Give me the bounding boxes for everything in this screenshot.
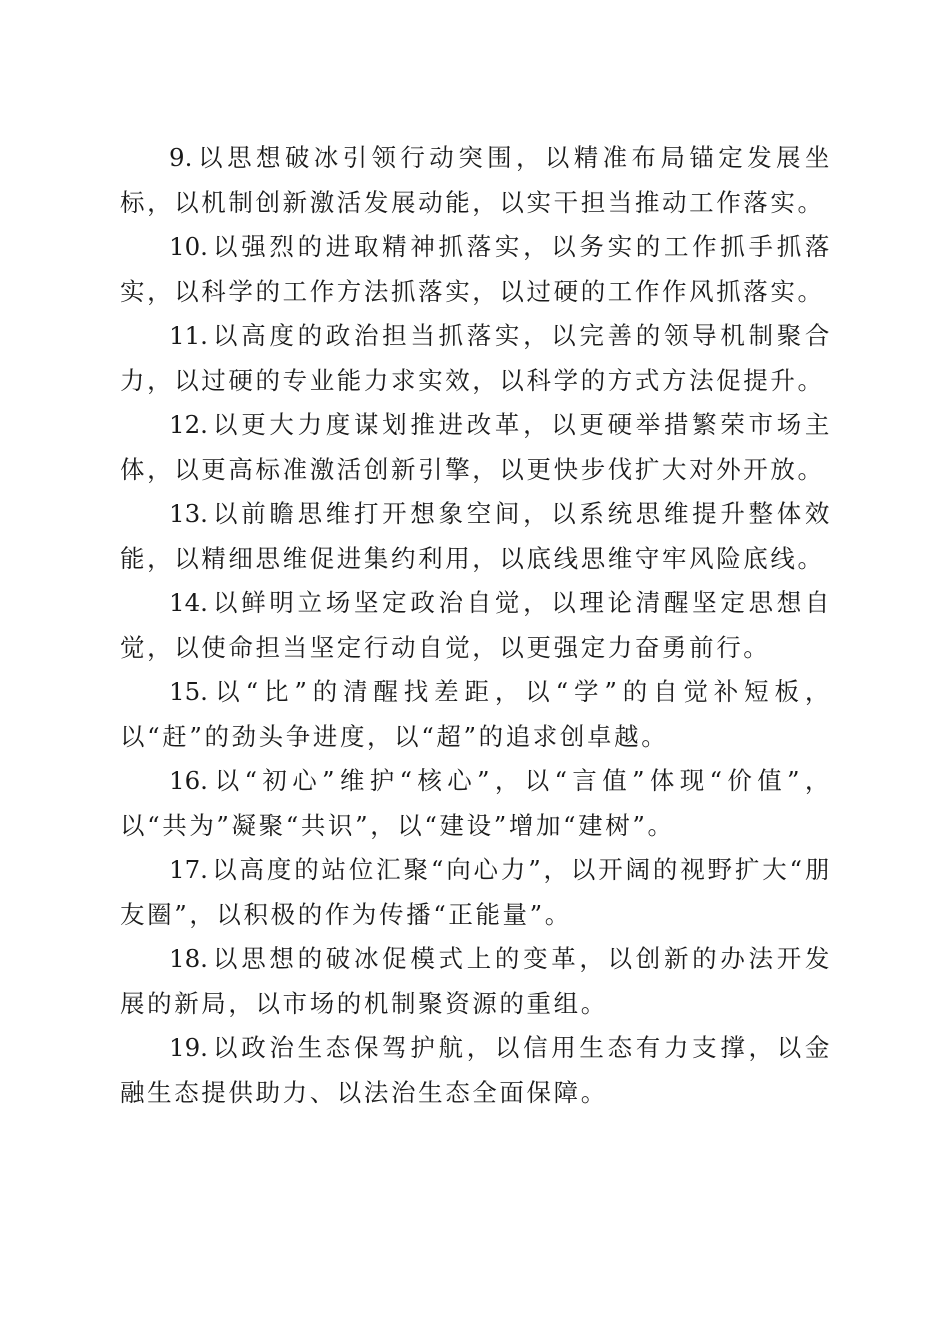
paragraph-12 [120,403,832,492]
paragraph-number: 9. [169,143,193,172]
paragraph-number: 18. [169,944,208,973]
paragraph-19 [120,1026,832,1115]
paragraph-number: 19. [169,1033,208,1062]
paragraph-9 [120,136,832,225]
paragraph-13 [120,492,832,581]
paragraph-number: 12. [169,410,208,439]
paragraph-number: 11. [169,321,208,350]
paragraph-number: 17. [169,855,208,884]
paragraph-text: 以政治生态保驾护航，以信用生态有力支撑，以金融生态提供助力、以法治生态全面保障。 [120,1033,832,1107]
paragraph-18 [120,937,832,1026]
paragraph-text: 以强烈的进取精神抓落实，以务实的工作抓手抓落实，以科学的工作方法抓落实，以过硬的工作作风抓落实。 [120,232,832,306]
paragraph-text: 以更大力度谋划推进改革，以更硬举措繁荣市场主体，以更高标准激活创新引擎，以更快步伐扩大对外开放。 [120,410,832,484]
document-body [120,136,832,1115]
paragraph-text: 以鲜明立场坚定政治自觉，以理论清醒坚定思想自觉，以使命担当坚定行动自觉，以更强定力奋勇前行。 [120,588,832,662]
paragraph-14 [120,581,832,670]
paragraph-number: 10. [169,232,208,261]
paragraph-10 [120,225,832,314]
paragraph-number: 16. [169,766,208,795]
paragraph-16 [120,759,832,848]
paragraph-number: 15. [169,677,208,706]
paragraph-15 [120,670,832,759]
paragraph-17 [120,848,832,937]
paragraph-text: 以高度的站位汇聚“向心力”，以开阔的视野扩大“朋友圈”，以积极的作为传播“正能量”。 [120,855,832,929]
paragraph-number: 13. [169,499,208,528]
paragraph-text: 以“比”的清醒找差距，以“学”的自觉补短板，以“赶”的劲头争进度，以“超”的追求创卓越。 [120,677,832,751]
paragraph-text: 以“初心”维护“核心”，以“言值”体现“价值”，以“共为”凝聚“共识”，以“建设”增加“建树”。 [120,766,832,840]
paragraph-11 [120,314,832,403]
paragraph-text: 以前瞻思维打开想象空间，以系统思维提升整体效能，以精细思维促进集约利用，以底线思维守牢风险底线。 [120,499,832,573]
paragraph-number: 14. [169,588,208,617]
paragraph-text: 以高度的政治担当抓落实，以完善的领导机制聚合力，以过硬的专业能力求实效，以科学的方式方法促提升。 [120,321,832,395]
paragraph-text: 以思想的破冰促模式上的变革，以创新的办法开发展的新局，以市场的机制聚资源的重组。 [120,944,832,1018]
paragraph-text: 以思想破冰引领行动突围，以精准布局锚定发展坐标，以机制创新激活发展动能，以实干担当推动工作落实。 [120,143,832,217]
